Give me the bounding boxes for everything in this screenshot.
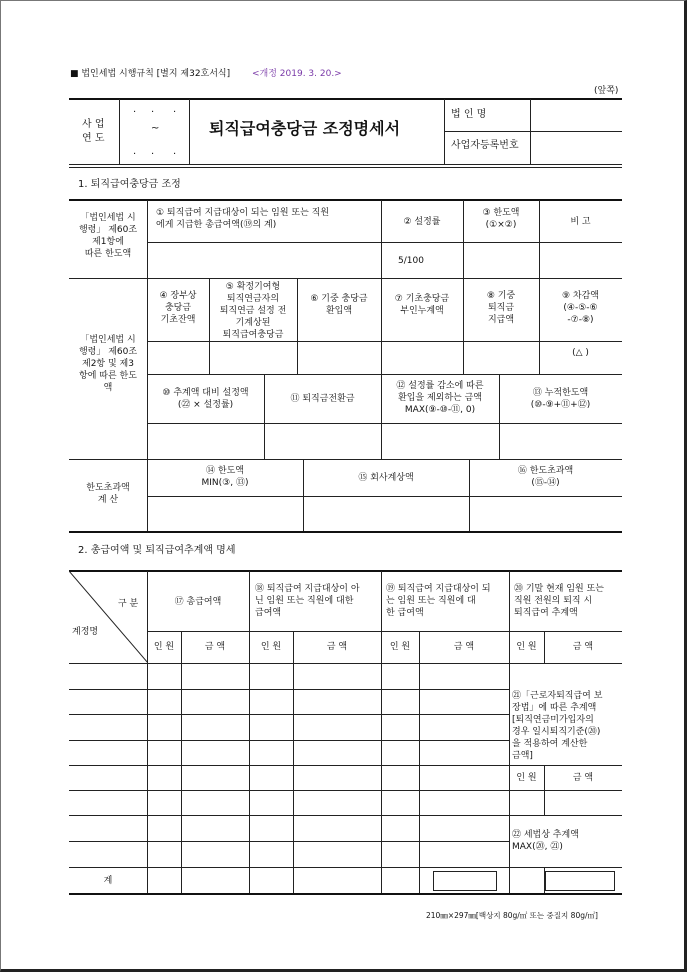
people-header: 인 원 [260,642,282,652]
date-dot: . [151,146,155,157]
year-label-2: 연 도 [82,133,105,144]
amendment-date: <개정 2019. 3. 20.> [252,69,342,79]
rule [147,423,622,424]
col4-header: 비 고 [570,217,591,227]
amount-header: 금 액 [572,773,594,783]
rule [147,496,622,497]
c11-header: ⑪ 퇴직금전환금 [290,394,355,404]
rule [69,815,622,816]
c5-header: ⑤ 확정기여형 퇴직연금자의 퇴직연금 설정 전 기계상된 퇴직급여충당금 [219,282,287,340]
corp-row-rule [444,131,622,132]
year-label-1: 사 업 [82,119,105,130]
limit1-label: 「법인세법 시 행령」 제60조 제1항에 따른 한도액 [78,213,138,259]
form-rule-text: ■ 법인세법 시행규칙 [별지 제32호서식] [70,69,231,79]
c10-header: ⑩ 추계액 대비 설정액 (㉒ × 설정률) [162,388,249,410]
date-dot: . [173,104,177,115]
diagonal-bottom-label: 계정명 [72,627,99,637]
total-input-box[interactable] [433,871,497,891]
section2-heading: 2. 총급여액 및 퇴직급여추계액 명세 [78,545,236,556]
rule [69,689,509,690]
diagonal-line [69,571,148,663]
title-bottom-rule-2 [69,167,622,168]
people-header: 인 원 [389,642,411,652]
paper-spec: 210㎜×297㎜[백상지 80g/㎡ 또는 중질지 80g/㎡] [426,911,598,920]
c16-header: ⑯ 한도초과액 (⑮-⑭) [517,466,574,488]
rule [69,459,622,460]
amount-header: 금 액 [453,642,475,652]
top-rule [69,98,622,100]
amount-header: 금 액 [204,642,226,652]
c8-header: ⑧ 기중 퇴직금 지급액 [486,291,516,325]
rule [69,570,622,572]
rule [69,663,622,664]
rule [381,571,382,893]
c21-header: ㉑「근로자퇴직급여 보 장법」에 따른 추계액 [퇴직연금미가입자의 경우 일시퇴직기준(⑳) 을 적용하여 계산한 금액] [512,691,603,761]
col3-header: ③ 한도액 (①×②) [482,208,520,230]
c22-header: ㉒ 세법상 추계액 MAX(⑳, ㉑) [512,830,579,852]
rule [147,631,622,632]
c19-header: ⑲ 퇴직급여 지급대상이 되 는 임원 또는 직원에 대 한 급여액 [386,584,491,618]
date-dot: . [133,104,137,115]
rule [264,374,265,459]
c9-header: ⑨ 차감액 (④-⑤-⑥ -⑦-⑧) [561,291,599,325]
rule [69,765,622,766]
section1-heading: 1. 퇴직급여충당금 조정 [78,179,181,190]
c14-header: ⑭ 한도액 MIN(③, ⑬) [201,466,249,488]
date-dot: . [151,104,155,115]
c6-header: ⑥ 기중 충당금 환입액 [310,294,368,316]
people-header: 인 원 [516,642,537,652]
rule [147,341,622,342]
amount-header: 금 액 [572,642,594,652]
rule [69,867,622,868]
page-side-label: (앞쪽) [594,86,619,96]
excess-label: 한도초과액 계 산 [86,483,130,505]
c12-header: ⑫ 설정률 감소에 따른 환입을 제외하는 금액 MAX(⑨-⑩-⑪, 0) [396,381,484,415]
total-input-box[interactable] [545,871,615,891]
rate-value: 5/100 [398,256,424,266]
rule [147,374,622,375]
form-title: 퇴직급여충당금 조정명세서 [209,119,401,138]
business-number-label: 사업자등록번호 [451,140,519,151]
rule [249,571,250,893]
date-dot: . [173,146,177,157]
c20-header: ⑳ 기말 현재 임원 또는 직원 전원의 퇴직 시 퇴직급여 추계액 [514,584,604,618]
year-divider [119,99,120,164]
c7-header: ⑦ 기초충당금 부인누계액 [394,294,450,316]
rule [69,714,509,715]
rule [69,893,622,895]
limit2-label: 「법인세법 시 행령」 제60조 제2항 및 제3 항에 따른 한도 액 [78,335,138,393]
date-dot: . [133,146,137,157]
rule [69,790,622,791]
diagonal-top-label: 구 분 [118,599,139,609]
rule [147,200,148,278]
rule [293,631,294,893]
rule [181,631,182,893]
rule [147,571,148,893]
total-label: 계 [103,876,113,886]
rule [69,841,509,842]
rule [419,631,420,893]
rule [69,740,509,741]
c4-header: ④ 장부상 충당금 기초잔액 [159,291,197,325]
rule [509,571,510,893]
rule [147,242,622,243]
amount-header: 금 액 [326,642,348,652]
title-bottom-rule [69,164,622,165]
rule [69,531,622,533]
corp-name-label: 법 인 명 [451,109,487,120]
c13-header: ⑬ 누적한도액 (⑩-⑨+⑪+⑫) [530,388,591,410]
c15-header: ⑮ 회사계상액 [358,473,414,483]
rule [539,200,540,278]
people-header: 인 원 [516,773,537,783]
date-tilde: ~ [151,123,160,134]
rule [303,459,304,531]
c18-header: ⑱ 퇴직급여 지급대상이 아 닌 임원 또는 직원에 대한 급여액 [255,584,360,618]
col1-header: ① 퇴직급여 지급대상이 되는 임원 또는 직원 에게 지급한 총급여액(⑲의 계) [156,208,330,230]
people-header: 인 원 [153,642,175,652]
title-divider-left [189,99,190,164]
c17-header: ⑰ 총급여액 [174,597,222,607]
col2-header: ② 설정률 [403,217,441,227]
c9-negative: (△ ) [572,348,589,358]
